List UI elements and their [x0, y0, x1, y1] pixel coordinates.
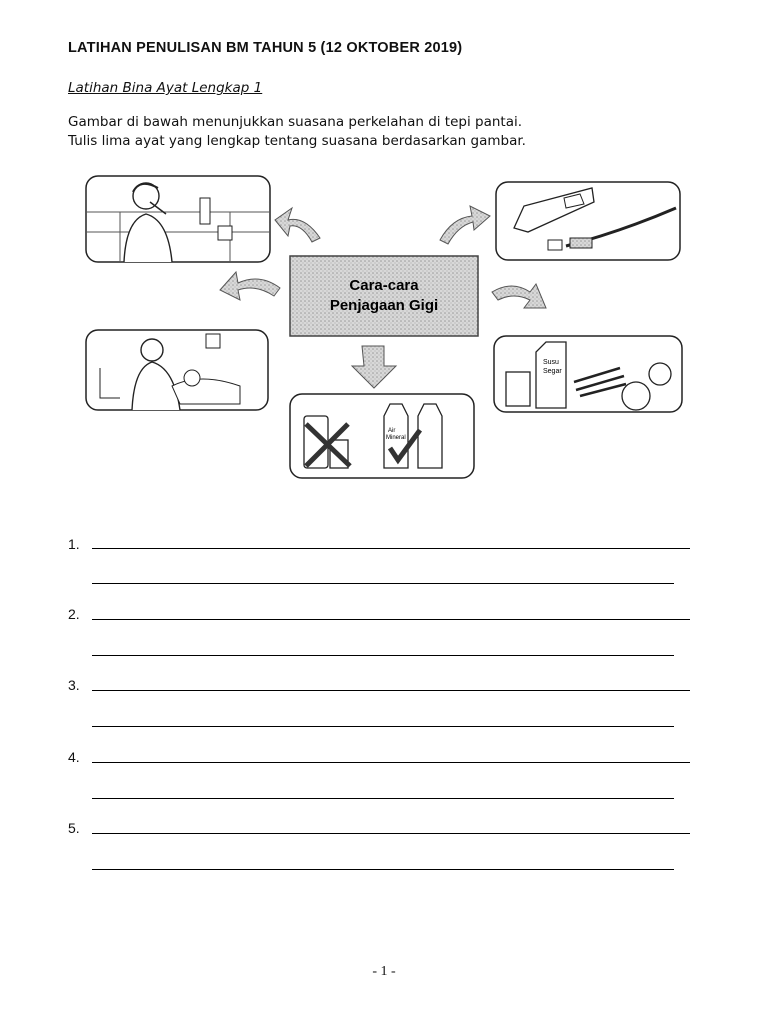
milk-label-line2: Segar — [543, 368, 562, 375]
answer-line-5a[interactable] — [92, 833, 690, 834]
answer-line-2b[interactable] — [92, 655, 674, 656]
answer-number-2: 2. — [68, 606, 80, 622]
center-label-line1: Cara-cara — [349, 277, 419, 294]
page-number: - 1 - — [372, 964, 396, 979]
answer-number-4: 4. — [68, 749, 80, 765]
arrow-top-left — [275, 208, 320, 242]
panel-brushing-teeth — [86, 176, 270, 262]
answer-number-1: 1. — [68, 536, 80, 552]
answer-line-1b[interactable] — [92, 583, 674, 584]
answer-line-4a[interactable] — [92, 762, 690, 763]
answer-line-3a[interactable] — [92, 690, 690, 691]
arrow-left — [220, 272, 280, 300]
answer-number-3: 3. — [68, 677, 80, 693]
answer-line-2a[interactable] — [92, 619, 690, 620]
tooth-care-illustration — [80, 168, 700, 483]
bottle-label-line1: Air — [388, 428, 396, 434]
arrow-top-right — [440, 206, 490, 244]
exercise-subtitle: Latihan Bina Ayat Lengkap 1 — [68, 80, 263, 96]
panel-toothpaste — [496, 182, 680, 260]
instruction-line-2: Tulis lima ayat yang lengkap tentang suasana berdasarkan gambar. — [68, 133, 526, 149]
instruction-line-1: Gambar di bawah menunjukkan suasana perkelahan di tepi pantai. — [68, 114, 523, 130]
center-label-line2: Penjagaan Gigi — [329, 297, 439, 314]
answer-line-4b[interactable] — [92, 798, 674, 799]
worksheet-title: LATIHAN PENULISAN BM TAHUN 5 (12 OKTOBER 2019) — [68, 40, 463, 56]
center-label-box — [290, 256, 478, 336]
arrow-down — [352, 346, 396, 388]
panel-drinks — [290, 394, 474, 478]
bottle-label-line2: Mineral — [386, 435, 406, 441]
answer-line-5b[interactable] — [92, 869, 674, 870]
milk-label-line1: Susu — [543, 359, 559, 366]
answer-number-5: 5. — [68, 820, 80, 836]
panel-dentist — [86, 330, 268, 410]
answer-line-1a[interactable] — [92, 548, 690, 549]
arrow-right — [492, 284, 546, 308]
panel-healthy-food — [494, 336, 682, 412]
answer-line-3b[interactable] — [92, 726, 674, 727]
